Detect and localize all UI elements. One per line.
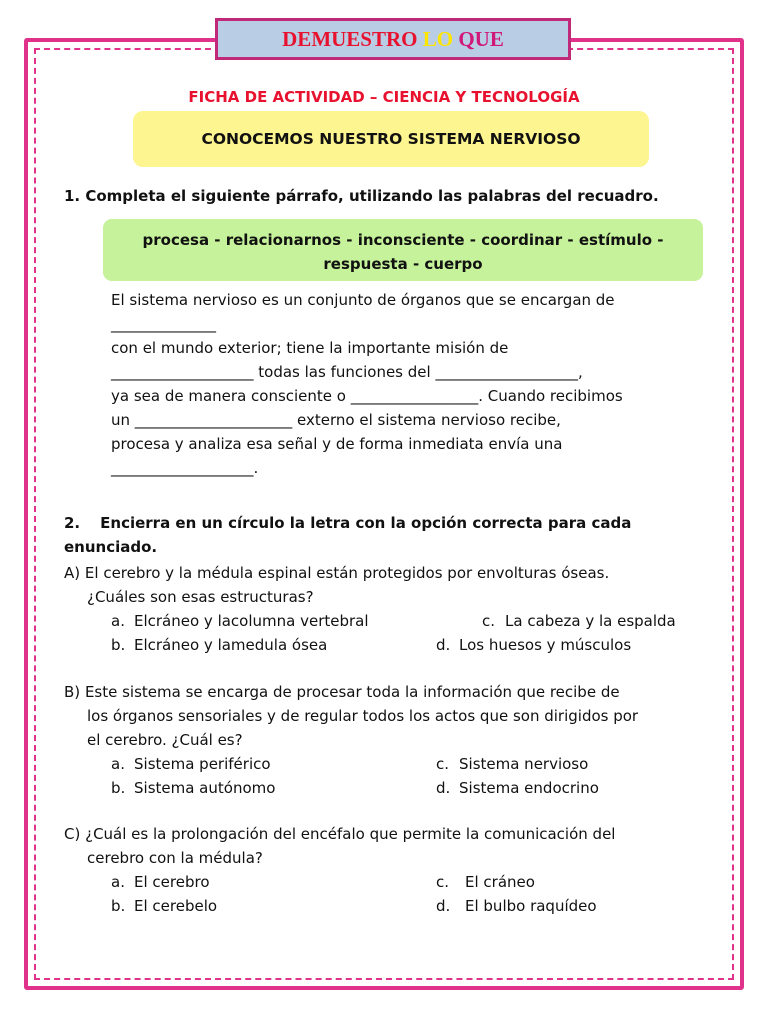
- option-text: El cerebelo: [134, 897, 218, 915]
- question-2-instruction-line: enunciado.: [64, 538, 158, 556]
- option-text: Los huesos y músculos: [459, 636, 632, 654]
- option-c[interactable]: [436, 752, 588, 776]
- option-text: Sistema endocrino: [459, 779, 599, 797]
- subject-heading: FICHA DE ACTIVIDAD – CIENCIA Y TECNOLOGÍA: [188, 88, 580, 106]
- item-a-stem: [64, 561, 609, 609]
- banner-word-2: LO: [422, 27, 454, 51]
- item-stem-line: ¿Cuáles son esas estructuras?: [87, 588, 314, 606]
- header-banner: [215, 18, 571, 60]
- question-2-instruction-line: Encierra en un círculo la letra con la opción correcta para cada: [100, 514, 632, 532]
- option-letter: a.: [111, 873, 125, 891]
- option-letter: c.: [436, 755, 450, 773]
- banner-word-1: DEMUESTRO: [282, 27, 418, 51]
- option-text: Elcráneo y lamedula ósea: [134, 636, 328, 654]
- item-c-stem: [64, 822, 615, 870]
- option-letter: d.: [436, 636, 451, 654]
- paragraph-line: ___________________ todas las funciones del ___________________,: [111, 363, 583, 381]
- question-2-instruction: [64, 511, 704, 559]
- item-label: C): [64, 825, 81, 843]
- banner-word-3: QUE: [458, 27, 504, 51]
- option-letter: b.: [111, 897, 126, 915]
- question-2-number: 2.: [64, 514, 81, 532]
- option-a[interactable]: [111, 752, 271, 776]
- item-b-stem: [64, 680, 638, 752]
- option-b[interactable]: [111, 894, 217, 918]
- paragraph-line: procesa y analiza esa señal y de forma inmediata envía una: [111, 435, 563, 453]
- option-letter: c.: [436, 873, 450, 891]
- paragraph-line: El sistema nervioso es un conjunto de órganos que se encargan de: [111, 291, 615, 309]
- item-stem-line: Este sistema se encarga de procesar toda la información que recibe de: [84, 683, 620, 701]
- option-c[interactable]: [436, 870, 535, 894]
- option-c[interactable]: [482, 609, 676, 633]
- paragraph-line: con el mundo exterior; tiene la importante misión de: [111, 339, 509, 357]
- item-stem-line: el cerebro. ¿Cuál es?: [87, 731, 243, 749]
- paragraph-line: ya sea de manera consciente o _________________. Cuando recibimos: [111, 387, 623, 405]
- option-letter: b.: [111, 779, 126, 797]
- word-bank-line: respuesta - cuerpo: [323, 255, 483, 273]
- paragraph-line: ___________________.: [111, 459, 259, 477]
- option-d[interactable]: [436, 633, 631, 657]
- paragraph-line: un _____________________ externo el sistema nervioso recibe,: [111, 411, 561, 429]
- item-stem-line: ¿Cuál es la prolongación del encéfalo que permite la comunicación del: [85, 825, 616, 843]
- option-text: Sistema autónomo: [134, 779, 276, 797]
- option-letter: d.: [436, 897, 451, 915]
- word-bank: [103, 219, 703, 281]
- item-label: B): [64, 683, 81, 701]
- option-a[interactable]: [111, 609, 369, 633]
- item-stem-line: los órganos sensoriales y de regular todos los actos que son dirigidos por: [87, 707, 639, 725]
- option-text: Elcráneo y lacolumna vertebral: [134, 612, 369, 630]
- option-b[interactable]: [111, 633, 327, 657]
- item-stem-line: El cerebro y la médula espinal están protegidos por envolturas óseas.: [84, 564, 610, 582]
- option-b[interactable]: [111, 776, 275, 800]
- option-letter: c.: [482, 612, 496, 630]
- option-text: La cabeza y la espalda: [505, 612, 676, 630]
- option-letter: a.: [111, 612, 125, 630]
- option-text: Sistema periférico: [134, 755, 271, 773]
- fill-in-paragraph: [111, 288, 711, 480]
- worksheet-title: CONOCEMOS NUESTRO SISTEMA NERVIOSO: [133, 111, 649, 167]
- question-1-instruction: 1. Completa el siguiente párrafo, utilizando las palabras del recuadro.: [64, 187, 659, 205]
- paragraph-line: ______________: [111, 315, 216, 333]
- option-text: Sistema nervioso: [459, 755, 589, 773]
- option-letter: a.: [111, 755, 125, 773]
- item-stem-line: cerebro con la médula?: [87, 849, 263, 867]
- item-label: A): [64, 564, 81, 582]
- option-text: El cráneo: [465, 873, 535, 891]
- option-text: El bulbo raquídeo: [465, 897, 597, 915]
- word-bank-line: procesa - relacionarnos - inconsciente - coordinar - estímulo -: [142, 231, 664, 249]
- option-d[interactable]: [436, 894, 597, 918]
- option-d[interactable]: [436, 776, 599, 800]
- option-a[interactable]: [111, 870, 210, 894]
- option-letter: d.: [436, 779, 451, 797]
- option-letter: b.: [111, 636, 126, 654]
- option-text: El cerebro: [134, 873, 210, 891]
